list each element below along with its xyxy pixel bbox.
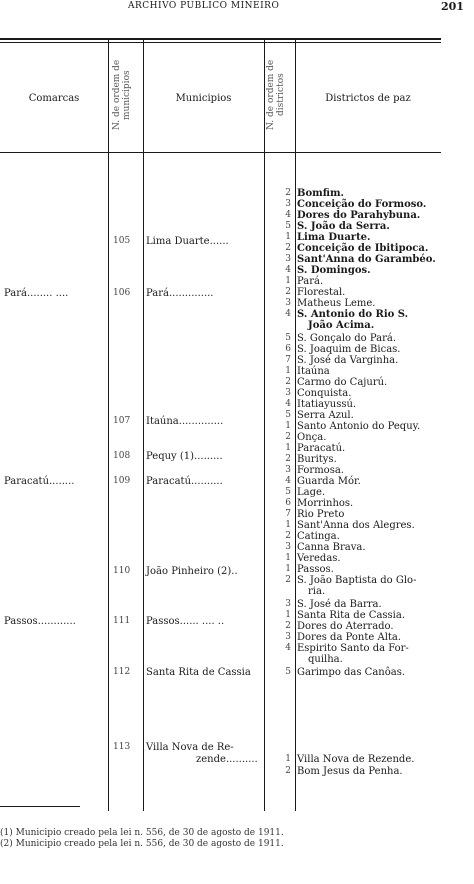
district-number: 5 — [285, 410, 291, 420]
municipio-name: Paracatú.......... — [146, 476, 223, 487]
district-number: 5 — [285, 667, 291, 677]
district-name: Morrinhos. — [297, 498, 354, 509]
district-number: 1 — [285, 276, 291, 286]
district-number: 3 — [285, 199, 291, 209]
municipio-number: 113 — [113, 742, 131, 752]
district-number: 2 — [285, 287, 291, 297]
district-name: S. Joaquim de Bicas. — [297, 344, 401, 355]
district-name: Itatiayussú. — [297, 399, 357, 410]
district-number: 2 — [285, 454, 291, 464]
municipio-number: 106 — [113, 288, 131, 298]
district-number: 3 — [285, 254, 291, 264]
municipio-number: 107 — [113, 416, 131, 426]
municipio-name: zende.......... — [196, 754, 258, 765]
municipio-name: Pará.............. — [146, 288, 214, 299]
district-number: 1 — [285, 610, 291, 620]
municipio-name: Itaúna.............. — [146, 416, 224, 427]
district-number: 3 — [285, 388, 291, 398]
district-number: 1 — [285, 754, 291, 764]
column-divider — [264, 38, 265, 811]
district-name: Pará. — [297, 276, 324, 287]
district-name: Florestal. — [297, 287, 346, 298]
district-number: 4 — [285, 309, 291, 319]
comarca-name: Passos............ — [4, 616, 76, 627]
district-number: 4 — [285, 643, 291, 653]
district-name: S. José da Varginha. — [297, 355, 399, 366]
district-name: Santa Rita de Cassia. — [297, 610, 406, 621]
district-name: Itaúna — [297, 366, 330, 377]
district-number: 1 — [285, 421, 291, 431]
district-name: Villa Nova de Rezende. — [297, 754, 415, 765]
page-number: 201 — [441, 0, 464, 13]
district-name: Rio Preto — [297, 509, 345, 520]
district-number: 3 — [285, 542, 291, 552]
district-name: S. João Baptista do Glo- — [297, 575, 417, 586]
municipio-number: 109 — [113, 476, 131, 486]
district-name: Sant'Anna do Garambéo. — [297, 254, 436, 265]
district-number: 5 — [285, 333, 291, 343]
district-name: Buritys. — [297, 454, 337, 465]
district-number: 2 — [285, 188, 291, 198]
district-number: 2 — [285, 377, 291, 387]
district-name: S. José da Barra. — [297, 599, 382, 610]
district-name: S. Gonçalo do Pará. — [297, 333, 397, 344]
district-number: 2 — [285, 432, 291, 442]
district-number: 3 — [285, 298, 291, 308]
district-number: 1 — [285, 520, 291, 530]
district-name: Paracatú. — [297, 443, 346, 454]
comarca-name: Pará........ .... — [4, 288, 69, 299]
municipio-number: 105 — [113, 236, 131, 246]
header-ordem-municipios: N. de ordem de municipios — [112, 59, 132, 131]
district-name: Bom Jesus da Penha. — [297, 766, 403, 777]
column-divider — [108, 38, 109, 811]
running-title: ARCHIVO PUBLICO MINEIRO — [128, 1, 280, 11]
district-name: Passos. — [297, 564, 334, 575]
district-number: 4 — [285, 399, 291, 409]
footnote: (1) Municipio creado pela lei n. 556, de 30 de agosto de 1911. — [0, 828, 284, 838]
district-number: 6 — [285, 344, 291, 354]
header-comarcas: Comarcas — [28, 93, 80, 104]
district-number: 3 — [285, 599, 291, 609]
district-name: Garimpo das Canôas. — [297, 667, 406, 678]
district-name: Dores do Parahybuna. — [297, 210, 421, 221]
district-number: 3 — [285, 465, 291, 475]
district-name: Espirito Santo da For- — [297, 643, 409, 654]
district-name: Bomfim. — [297, 188, 345, 199]
district-name: Lima Duarte. — [297, 232, 371, 243]
district-number: 2 — [285, 621, 291, 631]
municipio-name: Villa Nova de Re- — [146, 742, 234, 753]
district-number: 5 — [285, 221, 291, 231]
column-divider — [143, 38, 144, 811]
municipio-number: 108 — [113, 451, 131, 461]
district-number: 1 — [285, 232, 291, 242]
district-name: João Acima. — [308, 320, 375, 331]
district-name: S. João da Serra. — [297, 221, 390, 232]
district-number: 1 — [285, 553, 291, 563]
district-name: Conceição do Formoso. — [297, 199, 427, 210]
municipio-name: João Pinheiro (2).. — [146, 566, 238, 577]
district-name: Formosa. — [297, 465, 344, 476]
district-name: Catinga. — [297, 531, 340, 542]
municipio-name: Santa Rita de Cassia — [146, 667, 251, 678]
district-name: Dores da Ponte Alta. — [297, 632, 402, 643]
district-name: Matheus Leme. — [297, 298, 376, 309]
header-districtos: Districtos de paz — [325, 93, 411, 104]
district-name: ria. — [308, 586, 326, 597]
district-name: Conquista. — [297, 388, 352, 399]
district-name: Sant'Anna dos Alegres. — [297, 520, 415, 531]
column-divider — [295, 38, 296, 811]
municipio-name: Pequy (1)......... — [146, 451, 223, 462]
district-name: S. Antonio do Rio S. — [297, 309, 409, 320]
district-name: Lage. — [297, 487, 326, 498]
municipio-number: 111 — [113, 616, 131, 626]
district-number: 3 — [285, 632, 291, 642]
header-ordem-districtos: N. de ordem de districtos — [266, 59, 286, 131]
district-number: 1 — [285, 564, 291, 574]
district-number: 4 — [285, 210, 291, 220]
header-municipios: Municipios — [175, 93, 232, 104]
district-number: 2 — [285, 766, 291, 776]
footnote-rule — [0, 806, 80, 807]
district-name: Canna Brava. — [297, 542, 366, 553]
district-number: 2 — [285, 531, 291, 541]
district-number: 6 — [285, 498, 291, 508]
district-name: Serra Azul. — [297, 410, 354, 421]
district-name: Veredas. — [297, 553, 341, 564]
district-name: Guarda Mór. — [297, 476, 361, 487]
district-name: Dores do Aterrado. — [297, 621, 394, 632]
district-name: S. Domingos. — [297, 265, 371, 276]
district-number: 7 — [285, 355, 291, 365]
district-name: Carmo do Cajurú. — [297, 377, 388, 388]
municipio-name: Passos...... .... .. — [146, 616, 225, 627]
district-number: 2 — [285, 575, 291, 585]
footnote: (2) Municipio creado pela lei n. 556, de 30 de agosto de 1911. — [0, 839, 284, 849]
district-number: 4 — [285, 476, 291, 486]
top-rule-thick — [0, 38, 441, 40]
district-name: Onça. — [297, 432, 327, 443]
district-number: 4 — [285, 265, 291, 275]
district-name: quilha. — [308, 654, 343, 665]
district-number: 5 — [285, 487, 291, 497]
municipio-name: Lima Duarte...... — [146, 236, 229, 247]
municipio-number: 112 — [113, 667, 131, 677]
top-rule-thin — [0, 42, 441, 43]
district-name: Conceição de Ibitipoca. — [297, 243, 429, 254]
district-number: 1 — [285, 366, 291, 376]
header-bottom-rule — [0, 152, 441, 153]
district-number: 1 — [285, 443, 291, 453]
district-name: Santo Antonio do Pequy. — [297, 421, 421, 432]
district-number: 2 — [285, 243, 291, 253]
municipio-number: 110 — [113, 566, 131, 576]
district-number: 7 — [285, 509, 291, 519]
comarca-name: Paracatú........ — [4, 476, 75, 487]
